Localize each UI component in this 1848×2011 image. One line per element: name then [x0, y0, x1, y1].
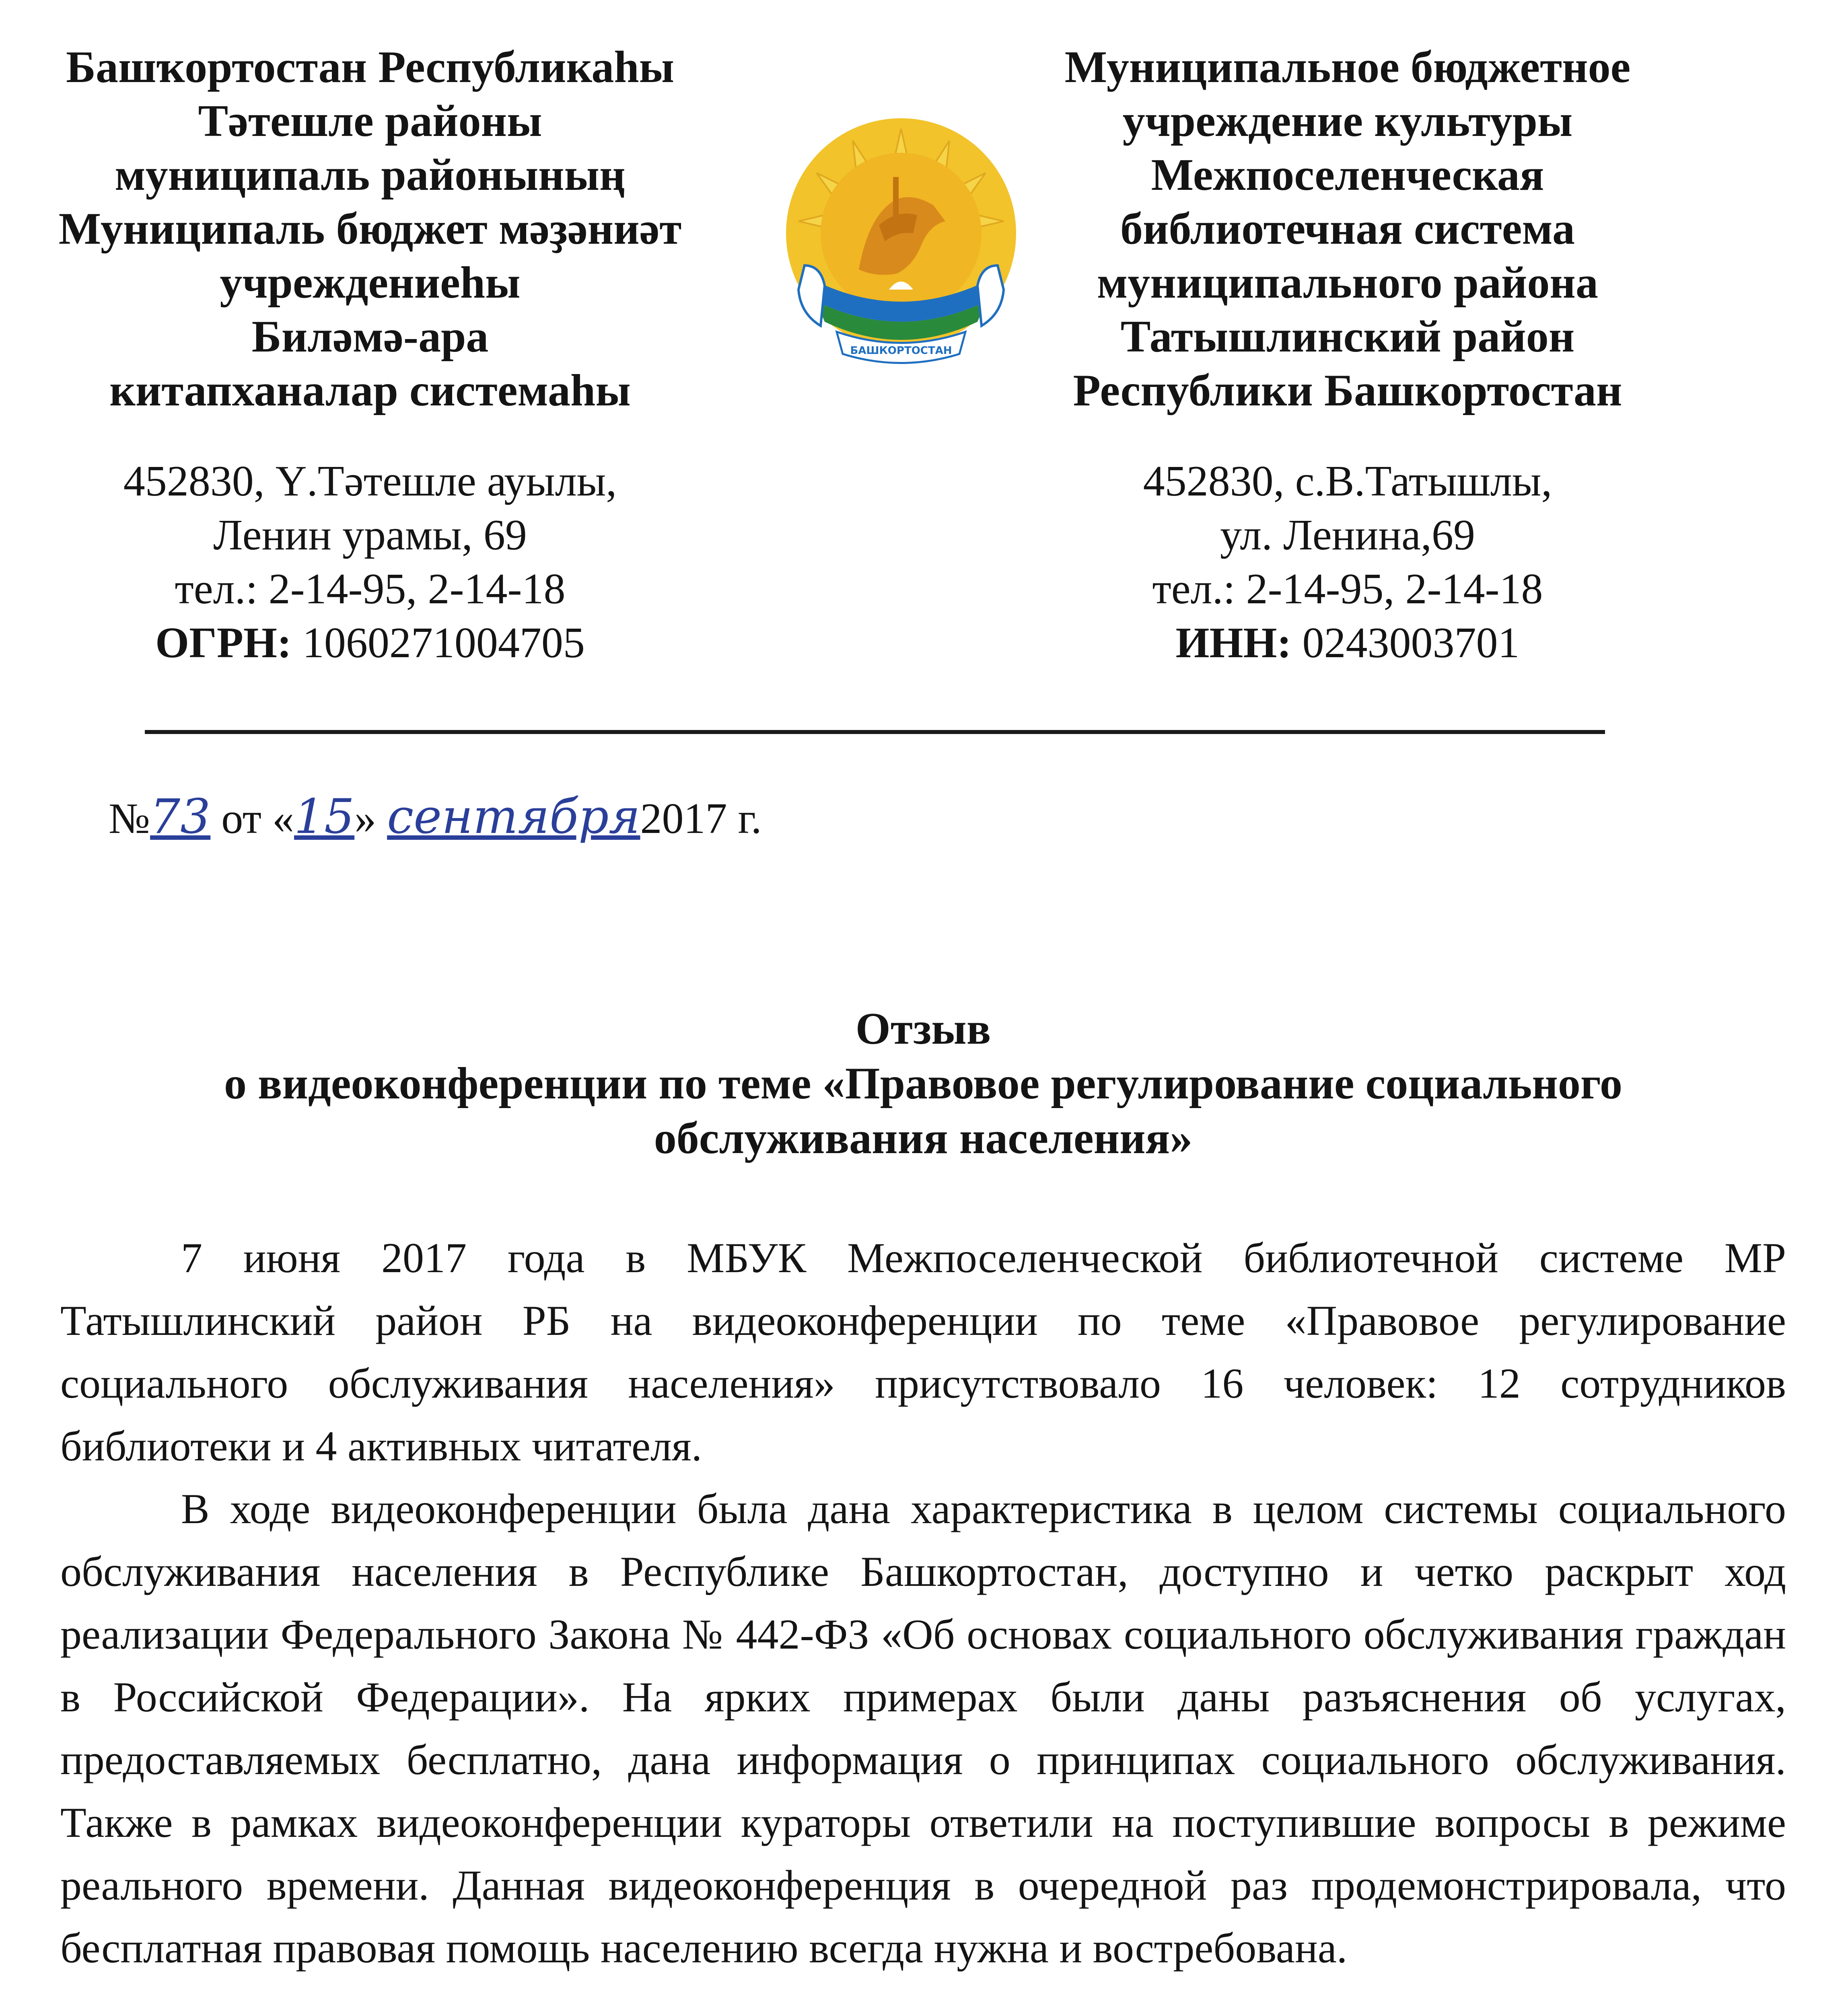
from-text: от « — [221, 795, 294, 843]
header-left-org-name — [24, 40, 716, 417]
title-line: обслуживания населения» — [654, 1113, 1193, 1163]
emblem-ribbon-text: БАШКОРТОСТАН — [850, 345, 952, 357]
title-line: Отзыв — [855, 1004, 991, 1054]
handwritten-day: 15 — [294, 789, 355, 844]
handwritten-month: сентября — [387, 789, 640, 844]
document-number-date — [109, 788, 762, 847]
header-right-line: библиотечная система — [1120, 204, 1575, 254]
header-right-org-name — [1018, 40, 1677, 417]
number-prefix: № — [109, 795, 150, 843]
header-left-line: китапханалар системаhы — [109, 366, 631, 415]
header-left-line: учреждениеhы — [220, 258, 521, 308]
header-right-address — [1018, 454, 1677, 670]
header-right-line: муниципального района — [1097, 258, 1598, 308]
address-line: тел.: 2-14-95, 2-14-18 — [1152, 565, 1543, 613]
header-left-line: Тәтешле районы — [198, 96, 542, 146]
title-line: о видеоконференции по теме «Правовое регулирование социального — [224, 1059, 1622, 1108]
address-line: 452830, с.В.Татышлы, — [1143, 457, 1552, 505]
address-line: ул. Ленина,69 — [1220, 511, 1475, 559]
document-title — [121, 1001, 1726, 1166]
header-right-line: Муниципальное бюджетное — [1064, 42, 1631, 92]
header-left-line: Муниципаль бюджет мәҙәниәт — [58, 204, 682, 254]
header-left-line: Башҡортостан Республикаhы — [66, 42, 675, 92]
inn-label: ИНН: — [1175, 619, 1292, 667]
header-right-line: учреждение культуры — [1122, 96, 1573, 146]
registration-line — [24, 616, 716, 670]
registration-line — [1018, 616, 1677, 670]
address-line: 452830, Ү.Тәтешле ауылы, — [123, 457, 617, 505]
handwritten-number: 73 — [150, 789, 211, 844]
emblem-logo — [776, 113, 1026, 370]
header-left-address — [24, 454, 716, 670]
header-separator — [145, 730, 1605, 734]
ogrn-value: 1060271004705 — [302, 619, 585, 667]
address-line: тел.: 2-14-95, 2-14-18 — [175, 565, 566, 613]
inn-value: 0243003701 — [1302, 619, 1520, 667]
document-body — [60, 1227, 1786, 1980]
header-left-line: Биләмә-ара — [251, 312, 489, 362]
header-right-line: Республики Башкортостан — [1073, 366, 1622, 415]
header-left-line: муниципаль районының — [115, 150, 626, 200]
ogrn-label: ОГРН: — [155, 619, 292, 667]
header-right-line: Межпоселенческая — [1151, 150, 1544, 200]
year-text: 2017 г. — [640, 795, 762, 843]
body-paragraph: 7 июня 2017 года в МБУК Межпоселенческой библиотечной системе МР Татышлинский район РБ на видеоконференции по теме «Правовое регулирование социального обслуживания населения» присутствовало 16 человек: 12 сотрудников библиотеки и 4 активных читателя. — [60, 1234, 1786, 1470]
body-paragraph: В ходе видеоконференции была дана характеристика в целом системы социального обслуживания населения в Республике Башкортостан, доступно и четко раскрыт ход реализации Федерального Закона № 442-ФЗ «Об основах социального обслуживания граждан в Российской Федерации». На ярких примерах были даны разъяснения об услугах, предоставляемых бесплатно, дана информация о принципах социального обслуживания. Также в рамках видеоконференции кураторы ответили на поступившие вопросы в режиме реального времени. Данная видеоконференция в очередной раз продемонстрировала, что бесплатная правовая помощь населению всегда нужна и востребована. — [60, 1485, 1786, 1972]
header-right-line: Татышлинский район — [1120, 312, 1575, 362]
close-quote: » — [354, 795, 377, 843]
address-line: Ленин урамы, 69 — [213, 511, 527, 559]
